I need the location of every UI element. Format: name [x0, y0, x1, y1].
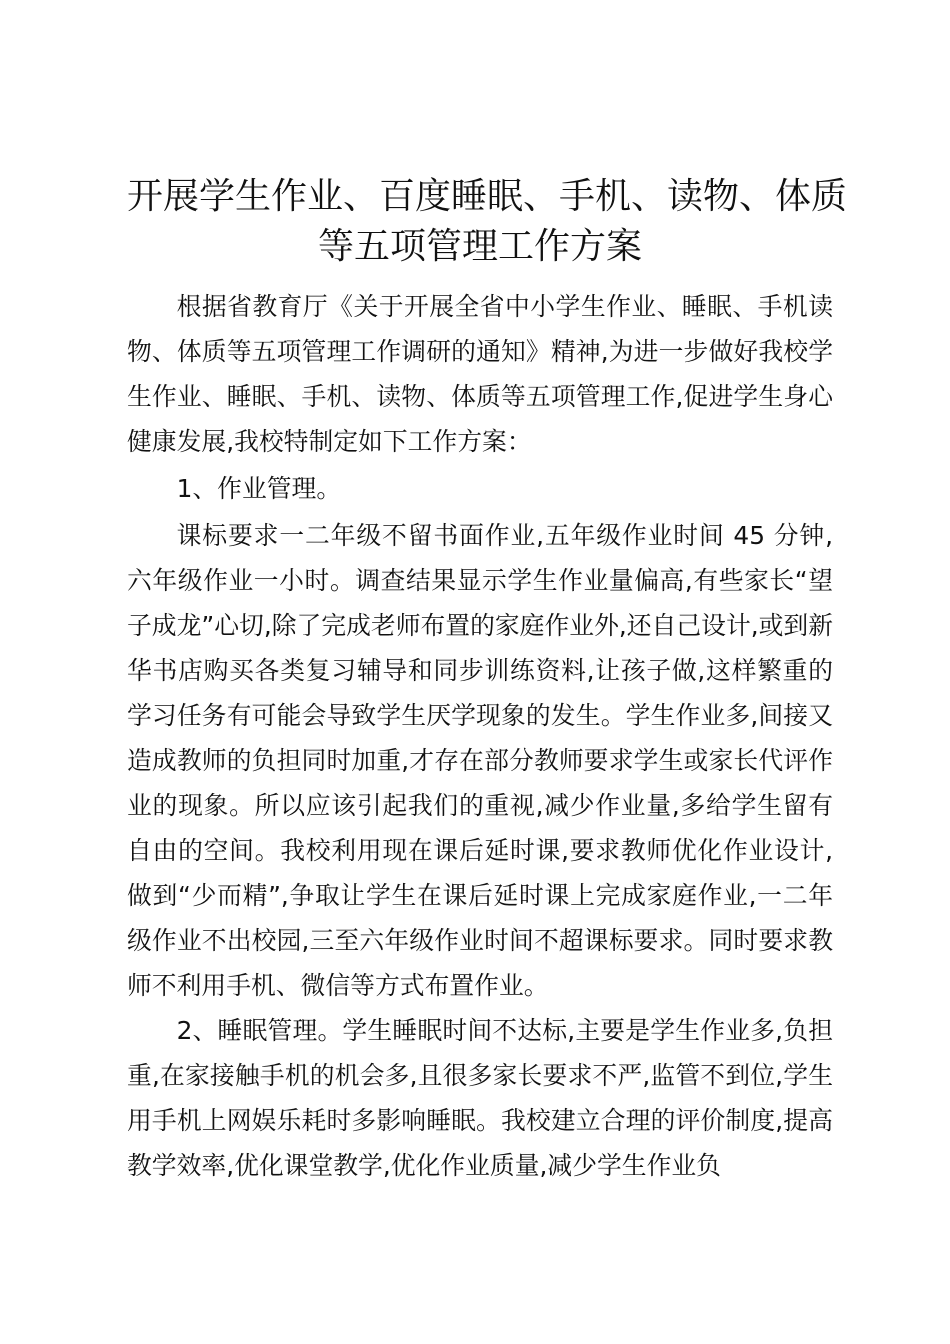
document-page	[127, 172, 848, 1188]
title-line-2: 等五项管理工作方案	[317, 226, 642, 267]
paragraph-intro: 根据省教育厅《关于开展全省中小学生作业、睡眠、手机读物、体质等五项管理工作调研的通知》精神,为进一步做好我校学生作业、睡眠、手机、读物、体质等五项管理工作,促进学生身心健康发展,我校特制定如下工作方案：	[127, 292, 833, 456]
paragraph-homework: 课标要求一二年级不留书面作业,五年级作业时间 45 分钟,六年级作业一小时。调查结果显示学生作业量偏高,有些家长“望子成龙”心切,除了完成老师布置的家庭作业外,还自己设计,或到新华书店购买各类复习辅导和同步训练资料,让孩子做,这样繁重的学习任务有可能会导致学生厌学现象的发生。学生作业多,间接又造成教师的负担同时加重,才存在部分教师要求学生或家长代评作业的现象。所以应该引起我们的重视,减少作业量,多给学生留有自由的空间。我校利用现在课后延时课,要求教师优化作业设计,做到“少而精”,争取让学生在课后延时课上完成家庭作业,一二年级作业不出校园,三至六年级作业时间不超课标要求。同时要求教师不利用手机、微信等方式布置作业。	[127, 521, 834, 1000]
title-line-1: 开展学生作业、百度睡眠、手机、读物、体质	[127, 176, 848, 217]
paragraph-sleep: 2、睡眠管理。学生睡眠时间不达标,主要是学生作业多,负担重,在家接触手机的机会多,且很多家长要求不严,监管不到位,学生用手机上网娱乐耗时多影响睡眠。我校建立合理的评价制度,提高教学效率,优化课堂教学,优化作业质量,减少学生作业负	[127, 1016, 833, 1180]
document-body	[127, 284, 833, 1188]
section-heading-homework: 1、作业管理。	[176, 474, 342, 503]
document-title	[127, 172, 848, 272]
